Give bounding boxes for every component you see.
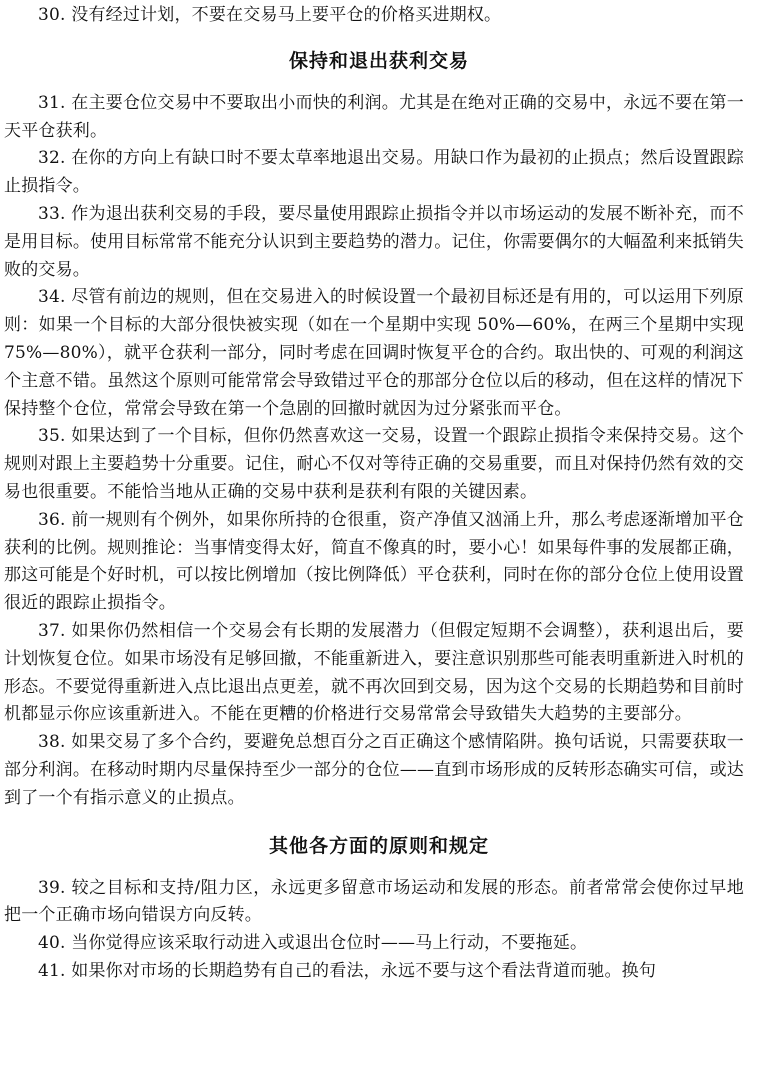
paragraph-36: 36. 前一规则有个例外，如果你所持的仓很重，资产净值又汹涌上升，那么考虑逐渐增加平仓获利的比例。规则推论：当事情变得太好，简直不像真的时，要小心！如果每件事的发展都正确，那这可能是个好时机，可以按比例增加（按比例降低）平仓获利，同时在你的部分仓位上使用设置很近的跟踪止损指令。 <box>4 509 744 614</box>
paragraph-35: 35. 如果达到了一个目标，但你仍然喜欢这一交易，设置一个跟踪止损指令来保持交易。这个规则对跟上主要趋势十分重要。记住，耐心不仅对等待正确的交易重要，而且对保持仍然有效的交易也很重要。不能恰当地从正确的交易中获利是获利有限的关键因素。 <box>4 426 744 502</box>
paragraph-41: 41. 如果你对市场的长期趋势有自己的看法，永远不要与这个看法背道而驰。换句 <box>38 960 657 981</box>
paragraph-32: 32. 在你的方向上有缺口时不要太草率地退出交易。用缺口作为最初的止损点；然后设置跟踪止损指令。 <box>4 148 744 197</box>
paragraph-34: 34. 尽管有前边的规则，但在交易进入的时候设置一个最初目标还是有用的，可以运用下列原则：如果一个目标的大部分很快被实现（如在一个星期中实现 50%—60%，在两三个星期中实现 75%—80%），就平仓获利一部分，同时考虑在回调时恢复平仓的合约。取出快的、可观的利润这个主意不错。虽然这个原则可能常常会导致错过平仓的那部分仓位以后的移动，但在这样的情况下保持整个仓位，常常会导致在第一个急剧的回撤时就因为过分紧张而平仓。 <box>4 287 744 419</box>
paragraph-33: 33. 作为退出获利交易的手段，要尽量使用跟踪止损指令并以市场运动的发展不断补充，而不是用目标。使用目标常常不能充分认识到主要趋势的潜力。记住，你需要偶尔的大幅盈利来抵销失败的交易。 <box>4 203 744 280</box>
section-heading-other-rules: 其他各方面的原则和规定 <box>268 834 489 857</box>
paragraph-30: 30. 没有经过计划，不要在交易马上要平仓的价格买进期权。 <box>38 5 502 25</box>
paragraph-39: 39. 较之目标和支持/阻力区，永远更多留意市场运动和发展的形态。前者常常会使你过早地把一个正确市场向错误方向反转。 <box>4 877 744 926</box>
paragraph-31: 31. 在主要仓位交易中不要取出小而快的利润。尤其是在绝对正确的交易中，永远不要在第一天平仓获利。 <box>4 92 744 141</box>
section-heading-keep-exit: 保持和退出获利交易 <box>288 49 469 72</box>
paragraph-38: 38. 如果交易了多个合约，要避免总想百分之百正确这个感情陷阱。换句话说，只需要获取一部分利润。在移动时期内尽量保持至少一部分的仓位——直到市场形成的反转形态确实可信，或达到了一个有指示意义的止损点。 <box>4 732 744 808</box>
paragraph-37: 37. 如果你仍然相信一个交易会有长期的发展潜力（但假定短期不会调整），获利退出后，要计划恢复仓位。如果市场没有足够回撤，不能重新进入，要注意识别那些可能表明重新进入时机的形态。不要觉得重新进入点比退出点更差，就不再次回到交易，因为这个交易的长期趋势和目前时机都显示你应该重新进入。不能在更糟的价格进行交易常常会导致错失大趋势的主要部分。 <box>4 620 744 725</box>
paragraph-40: 40. 当你觉得应该采取行动进入或退出仓位时——马上行动，不要拖延。 <box>38 933 588 954</box>
